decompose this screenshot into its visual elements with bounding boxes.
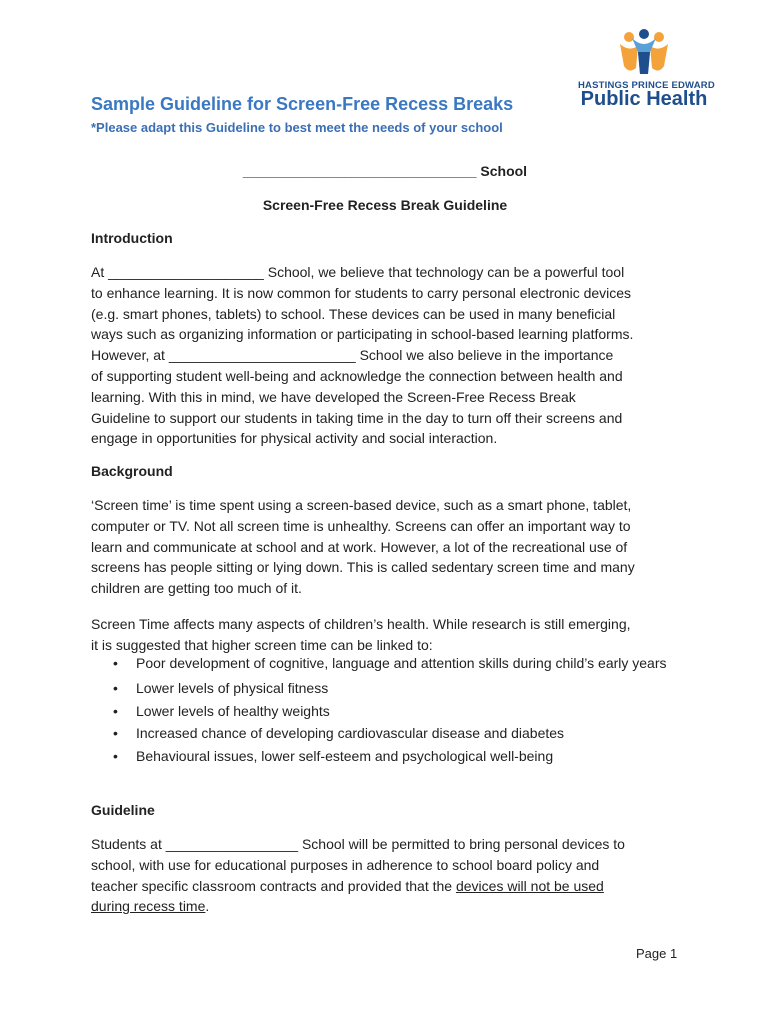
text-segment: . (205, 898, 210, 915)
text-line: At ____________________ School, we believe that technology can be a powerful tool (91, 264, 625, 280)
guideline-section-heading: Guideline (91, 802, 155, 818)
list-item: • Behavioural issues, lower self-esteem and psychological well-being (91, 745, 691, 768)
text-line (91, 876, 691, 897)
introduction-paragraph (91, 262, 691, 449)
introduction-heading: Introduction (91, 230, 173, 246)
text-line: Screen Time affects many aspects of children’s health. While research is still emerging, (91, 616, 631, 632)
document-subtitle: *Please adapt this Guideline to best meet the needs of your school (91, 120, 503, 135)
text-line: of supporting student well-being and acknowledge the connection between health and (91, 367, 623, 384)
text-line (91, 896, 691, 917)
logo-top-text: HASTINGS PRINCE EDWARD (578, 80, 715, 91)
text-segment: teacher specific classroom contracts and provided that the (91, 877, 456, 894)
text-line: Guideline to support our students in taking time in the day to turn off their screens and (91, 409, 623, 426)
text-line: ‘Screen time’ is time spent using a screen-based device, such as a smart phone, tablet, (91, 497, 632, 513)
page-number: Page 1 (636, 946, 678, 961)
text-line: engage in opportunities for physical activity and social interaction. (91, 430, 498, 447)
list-item: • Lower levels of healthy weights (91, 700, 691, 723)
text-line: computer or TV. Not all screen time is unhealthy. Screens can offer an important way to (91, 517, 631, 534)
people-figures-icon (618, 28, 670, 80)
text-line: school, with use for educational purposes in adherence to school board policy and (91, 856, 600, 873)
text-line: ways such as organizing information or participating in school-based learning platforms. (91, 326, 634, 343)
text-line: it is suggested that higher screen time can be linked to: (91, 636, 433, 653)
list-item: • Increased chance of developing cardiovascular disease and diabetes (91, 722, 691, 745)
text-line: Students at _________________ School will be permitted to bring personal devices to (91, 836, 625, 852)
public-health-logo (578, 28, 715, 112)
school-name-blank: ______________________________ School (242, 163, 528, 179)
text-line: to enhance learning. It is now common for students to carry personal electronic devices (91, 284, 632, 301)
text-line: learn and communicate at school and at work. However, a lot of the recreational use of (91, 538, 628, 555)
underlined-text: devices will not be used (455, 877, 604, 894)
school-name-line (0, 163, 770, 179)
background-paragraph-1 (91, 495, 691, 599)
health-effects-list (91, 654, 691, 768)
text-line: children are getting too much of it. (91, 580, 302, 597)
background-paragraph-2 (91, 614, 691, 656)
list-item: • Lower levels of physical fitness (91, 677, 691, 700)
guideline-heading: Screen-Free Recess Break Guideline (262, 197, 508, 213)
document-title: Sample Guideline for Screen-Free Recess Breaks (91, 94, 514, 114)
background-heading: Background (91, 463, 173, 479)
text-line: However, at ________________________ School we also believe in the importance (91, 347, 614, 364)
text-line: screens has people sitting or lying down. This is called sedentary screen time and many (91, 559, 635, 576)
underlined-text: during recess time (91, 898, 206, 915)
logo-main-text: Public Health (580, 88, 708, 110)
guideline-paragraph (91, 834, 691, 917)
list-item: • Poor development of cognitive, language and attention skills during child’s early years (91, 654, 691, 673)
text-line: learning. With this in mind, we have developed the Screen-Free Recess Break (91, 388, 576, 405)
text-line: (e.g. smart phones, tablets) to school. These devices can be used in many beneficial (91, 305, 616, 322)
